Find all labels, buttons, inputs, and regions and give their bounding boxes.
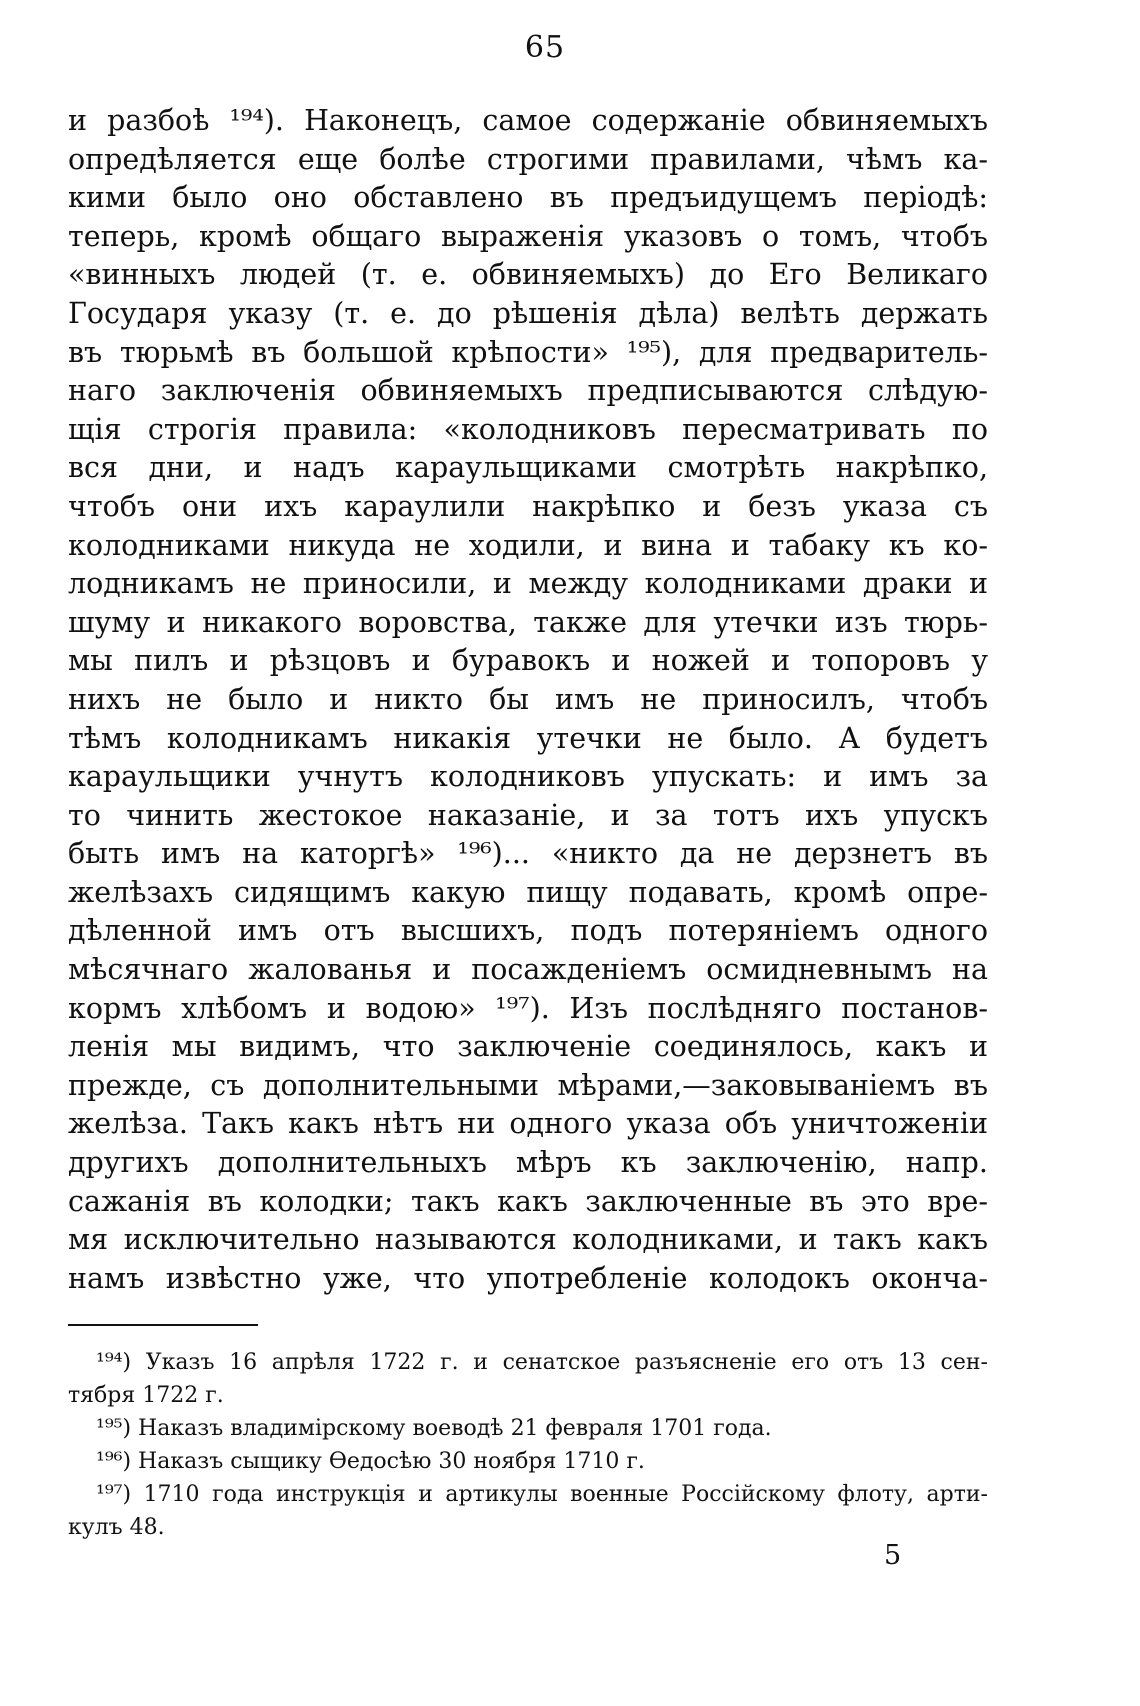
text-line: кими было оно обставлено въ предъидущемъ періодѣ: <box>68 181 988 215</box>
text-line: сажанія въ колодки; такъ какъ заключенные въ это вре- <box>68 1184 988 1218</box>
text-line: другихъ дополнительныхъ мѣръ къ заключенію, напр. <box>68 1146 988 1180</box>
footnote-194: ¹⁹⁴) Указъ 16 апрѣля 1722 г. и сенатское разъясненіе его отъ 13 сен- <box>96 1350 988 1375</box>
text-line: чтобъ они ихъ караулили накрѣпко и безъ указа съ <box>68 489 988 523</box>
text-line: и разбоѣ ¹⁹⁴). Наконецъ, самое содержаніе обвиняемыхъ <box>68 104 988 137</box>
footnote-196: ¹⁹⁶) Наказъ сыщику Ѳедосѣю 30 ноября 1710 г. <box>96 1449 645 1474</box>
text-line: теперь, кромѣ общаго выраженія указовъ о томъ, чтобъ <box>68 219 988 253</box>
text-line: караульщики учнутъ колодниковъ упускать: и имъ за <box>68 760 988 794</box>
text-line: быть имъ на каторгѣ» ¹⁹⁶)... «никто да не дерзнетъ въ <box>68 837 988 871</box>
footnote-194-continued: тября 1722 г. <box>68 1383 224 1408</box>
footnotes-block <box>68 1346 988 1544</box>
footnote-195: ¹⁹⁵) Наказъ владимірскому воеводѣ 21 февраля 1701 года. <box>96 1416 772 1441</box>
text-line: вся дни, и надъ караульщиками смотрѣть накрѣпко, <box>68 451 988 485</box>
text-line: нихъ не было и никто бы имъ не приносилъ, чтобъ <box>68 682 988 716</box>
text-line: прежде, съ дополнительными мѣрами,—заковываніемъ въ <box>68 1068 988 1102</box>
text-line: шуму и никакого воровства, также для утечки изъ тюрь- <box>68 605 988 639</box>
text-line: колодниками никуда не ходили, и вина и табаку къ ко- <box>68 528 988 562</box>
text-line: опредѣляется еще болѣе строгими правилами, чѣмъ ка- <box>68 142 988 176</box>
page-number: 65 <box>524 30 566 65</box>
text-line: лодникамъ не приносили, и между колодниками драки и <box>68 567 988 601</box>
text-line: мѣсячнаго жалованья и посажденіемъ осмидневнымъ на <box>68 953 988 987</box>
text-line: Государя указу (т. е. до рѣшенія дѣла) велѣть держать <box>68 296 988 330</box>
text-line: ленія мы видимъ, что заключеніе соединялось, какъ и <box>68 1030 988 1064</box>
text-line: желѣзахъ сидящимъ какую пищу подавать, кромѣ опре- <box>68 875 988 909</box>
main-text-block <box>68 102 988 1298</box>
footnote-197: ¹⁹⁷) 1710 года инструкція и артикулы военные Россійскому флоту, арти- <box>96 1482 988 1507</box>
text-line: тѣмъ колодникамъ никакія утечки не было. А будетъ <box>68 721 988 755</box>
printer-signature-mark: 5 <box>884 1540 902 1571</box>
footnote-separator <box>68 1324 258 1326</box>
text-line: кормъ хлѣбомъ и водою» ¹⁹⁷). Изъ послѣдняго постанов- <box>68 991 988 1025</box>
text-line: намъ извѣстно уже, что употребленіе колодокъ оконча- <box>68 1261 988 1295</box>
text-line: мя исключительно называются колодниками, и такъ какъ <box>68 1223 988 1257</box>
text-line: «винныхъ людей (т. е. обвиняемыхъ) до Его Великаго <box>68 258 988 292</box>
text-line: то чинить жестокое наказаніе, и за тотъ ихъ упускъ <box>68 798 988 832</box>
text-line: желѣза. Такъ какъ нѣтъ ни одного указа объ уничтоженіи <box>68 1107 988 1141</box>
footnote-197-continued: кулъ 48. <box>68 1515 165 1540</box>
text-line: мы пилъ и рѣзцовъ и буравокъ и ножей и топоровъ у <box>68 644 988 678</box>
text-line: въ тюрьмѣ въ большой крѣпости» ¹⁹⁵), для предваритель- <box>68 335 988 369</box>
text-line: дѣленной имъ отъ высшихъ, подъ потеряніемъ одного <box>68 914 988 948</box>
text-line: наго заключенія обвиняемыхъ предписываются слѣдую- <box>68 374 988 408</box>
text-line: щія строгія правила: «колодниковъ пересматривать по <box>68 412 988 446</box>
